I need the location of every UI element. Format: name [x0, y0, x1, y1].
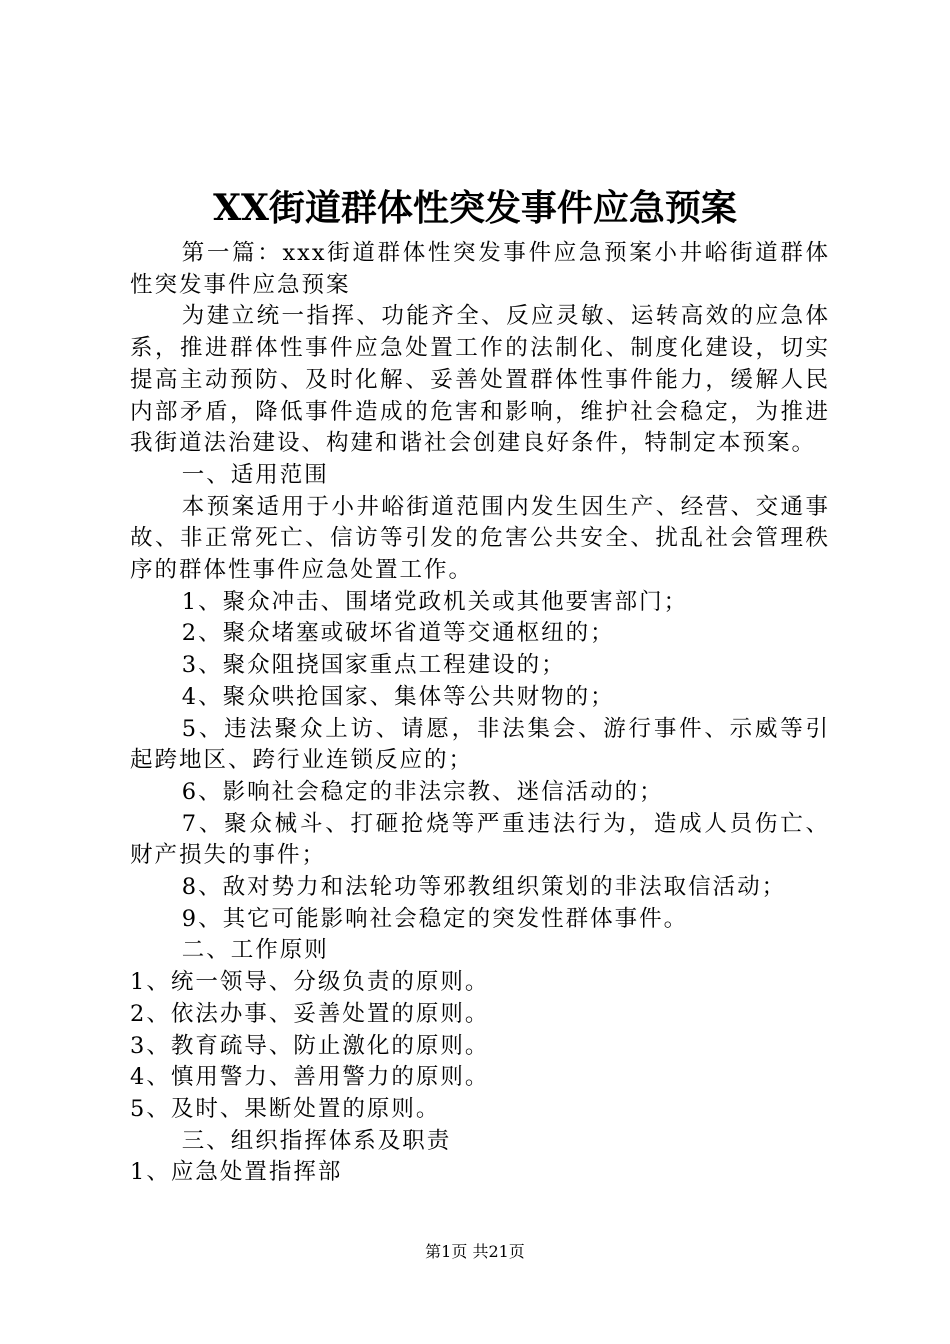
list-item: 9、其它可能影响社会稳定的突发性群体事件。 — [181, 905, 689, 932]
list-item: 1、应急处置指挥部 — [130, 1159, 343, 1186]
list-item: 8、敌对势力和法轮功等邪教组织策划的非法取信活动； — [181, 874, 787, 901]
document-title: XX街道群体性突发事件应急预案 — [213, 187, 737, 229]
section-heading: 一、适用范围 — [181, 461, 329, 488]
list-item: 1、聚众冲击、围堵党政机关或其他要害部门； — [181, 588, 689, 615]
paragraph: 为建立统一指挥、功能齐全、反应灵敏、运转高效的应急体系，推进群体性事件应急处置工作的法制化、制度化建设，切实提高主动预防、及时化解、妥善处置群体性事件能力，缓解人民内部矛盾，降低事件造成的危害和影响，维护社会稳定，为推进我街道法治建设、构建和谐社会创建良好条件，特制定本预案。 — [130, 303, 830, 457]
list-item: 5、及时、果断处置的原则。 — [130, 1095, 441, 1122]
list-item: 3、教育疏导、防止激化的原则。 — [130, 1032, 490, 1059]
paragraph: 本预案适用于小井峪街道范围内发生因生产、经营、交通事故、非正常死亡、信访等引发的危害公共安全、扰乱社会管理秩序的群体性事件应急处置工作。 — [130, 493, 830, 584]
section-heading: 二、工作原则 — [181, 937, 329, 964]
section-heading: 三、组织指挥体系及职责 — [181, 1127, 452, 1154]
list-item: 3、聚众阻挠国家重点工程建设的； — [181, 652, 566, 679]
list-item: 6、影响社会稳定的非法宗教、迷信活动的； — [181, 778, 664, 805]
list-item: 1、统一领导、分级负责的原则。 — [130, 969, 490, 996]
list-item: 2、聚众堵塞或破坏省道等交通枢纽的； — [181, 620, 615, 647]
page-footer: 第1页 共21页 — [425, 1242, 525, 1261]
document-body — [130, 238, 830, 1189]
list-item: 7、聚众械斗、打砸抢烧等严重违法行为，造成人员伤亡、财产损失的事件； — [130, 810, 830, 869]
list-item: 5、违法聚众上访、请愿，非法集会、游行事件、示威等引起跨地区、跨行业连锁反应的； — [130, 715, 830, 774]
list-item: 4、慎用警力、善用警力的原则。 — [130, 1064, 490, 1091]
list-item: 4、聚众哄抢国家、集体等公共财物的； — [181, 683, 615, 710]
list-item: 2、依法办事、妥善处置的原则。 — [130, 1000, 490, 1027]
paragraph: 第一篇：xxx街道群体性突发事件应急预案小井峪街道群体性突发事件应急预案 — [130, 240, 830, 298]
